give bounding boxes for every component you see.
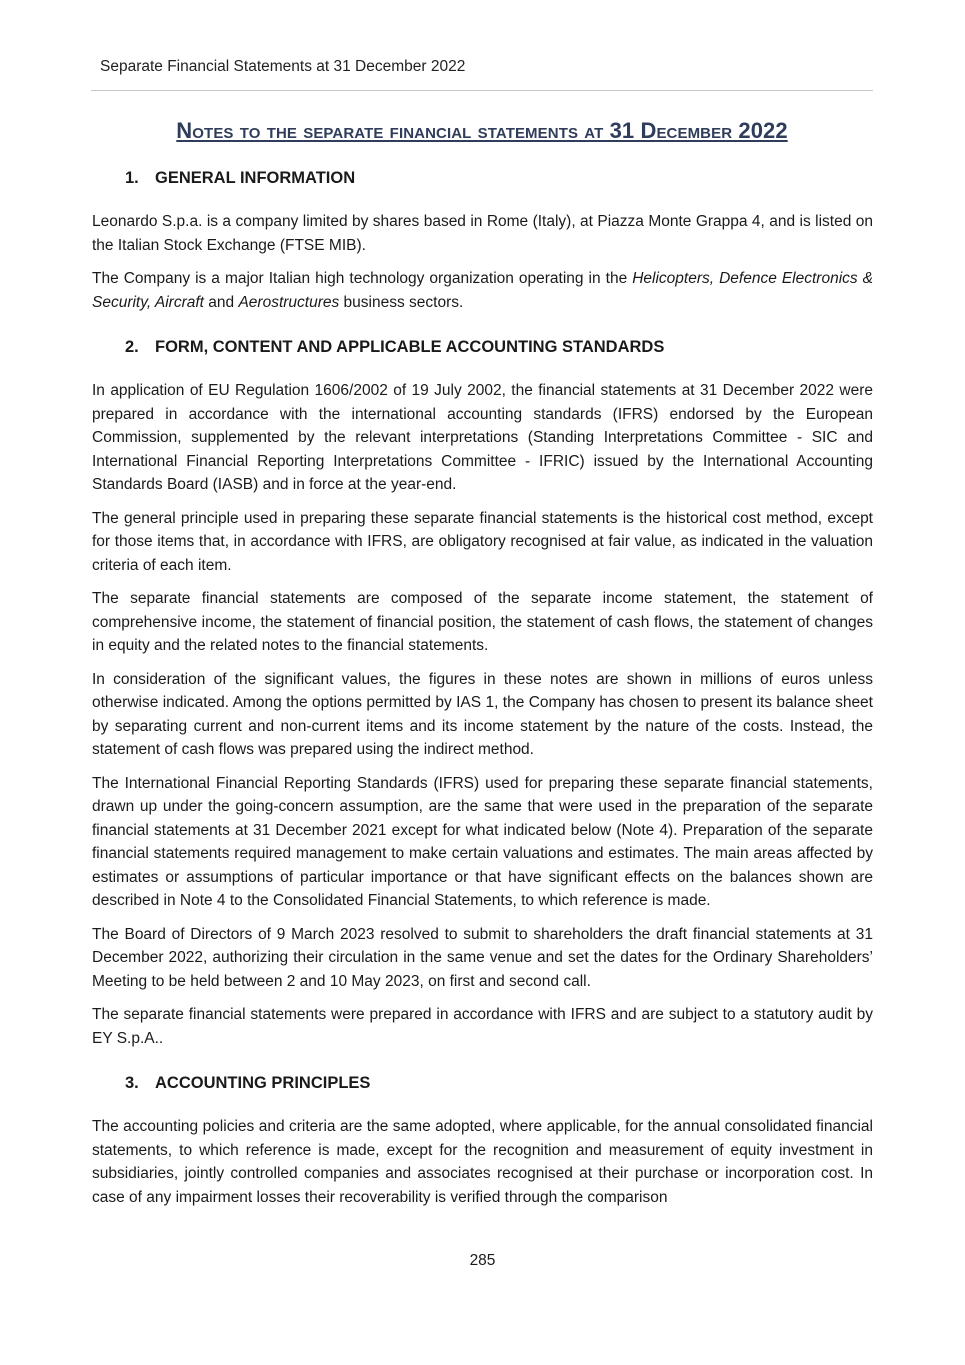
paragraph: Leonardo S.p.a. is a company limited by shares based in Rome (Italy), at Piazza Monte Grappa 4, and is listed on the Italian Stock Exchange (FTSE MIB). (92, 213, 873, 254)
header-divider (91, 90, 873, 91)
paragraph: The separate financial statements are composed of the separate income statement, the statement of comprehensive income, the statement of financial position, the statement of cash flows, the statement of changes in equity and the related notes to the financial statements. (92, 590, 873, 654)
section-heading-3 (92, 1071, 873, 1095)
section-number: 3. (125, 1074, 139, 1092)
paragraph: The Board of Directors of 9 March 2023 resolved to submit to shareholders the draft financial statements at 31 December 2022, authorizing their circulation in the same venue and set the dates for the Ordinary Shareholders’ Meeting to be held between 2 and 10 May 2023, on first and second call. (92, 925, 873, 990)
section-title: ACCOUNTING PRINCIPLES (155, 1074, 371, 1092)
document-body (92, 166, 873, 1209)
section-heading-1 (92, 166, 873, 190)
running-header: Separate Financial Statements at 31 December 2022 (100, 58, 466, 75)
paragraph: The separate financial statements were prepared in accordance with IFRS and are subject to a statutory audit by EY S.p.A.. (92, 1006, 873, 1047)
section-number: 1. (125, 169, 139, 187)
section-heading-2 (92, 335, 873, 359)
section-number: 2. (125, 338, 139, 356)
paragraph: The general principle used in preparing these separate financial statements is the historical cost method, except for those items that, in accordance with IFRS, are obligatory recognised at fair value, as indicated in the valuation criteria of each item. (92, 509, 873, 574)
page-title: Notes to the separate financial statements at 31 December 2022 (176, 118, 788, 143)
section-title: GENERAL INFORMATION (155, 169, 356, 187)
page-number: 285 (469, 1252, 496, 1269)
paragraph: In application of EU Regulation 1606/2002 of 19 July 2002, the financial statements at 31 December 2022 were prepared in accordance with the international accounting standards (IFRS) endorsed by the European Commission, supplemented by the relevant interpretations (Standing Interpretations Committee - SIC and International Financial Reporting Interpretations Committee - IFRIC) issued by the International Accounting Standards Board (IASB) and in force at the year-end. (92, 382, 873, 493)
section-title: FORM, CONTENT AND APPLICABLE ACCOUNTING STANDARDS (155, 338, 665, 356)
paragraph: The Company is a major Italian high technology organization operating in the Helicopters, Defence Electronics & Security, Aircraft and Aerostructures business sectors. (92, 270, 873, 311)
paragraph: In consideration of the significant values, the figures in these notes are shown in millions of euros unless otherwise indicated. Among the options permitted by IAS 1, the Company has chosen to present its balance sheet by separating current and non-current items and its income statement by the nature of the costs. Instead, the statement of cash flows was prepared using the indirect method. (92, 670, 873, 758)
paragraph: The accounting policies and criteria are the same adopted, where applicable, for the annual consolidated financial statements, to which reference is made, except for the recognition and measurement of equity investment in subsidiaries, jointly controlled companies and associates recognised at their purchase or incorporation cost. In case of any impairment losses their recoverability is verified through the comparison (92, 1118, 873, 1206)
paragraph: The International Financial Reporting Standards (IFRS) used for preparing these separate financial statements, drawn up under the going-concern assumption, are the same that were used in the preparation of the separate financial statements at 31 December 2021 except for what indicated below (Note 4). Preparation of the separate financial statements required management to make certain valuations and estimates. The main areas affected by estimates or assumptions of particular importance or that have significant effects on the balances shown are described in Note 4 to the Consolidated Financial Statements, to which reference is made. (92, 774, 873, 909)
